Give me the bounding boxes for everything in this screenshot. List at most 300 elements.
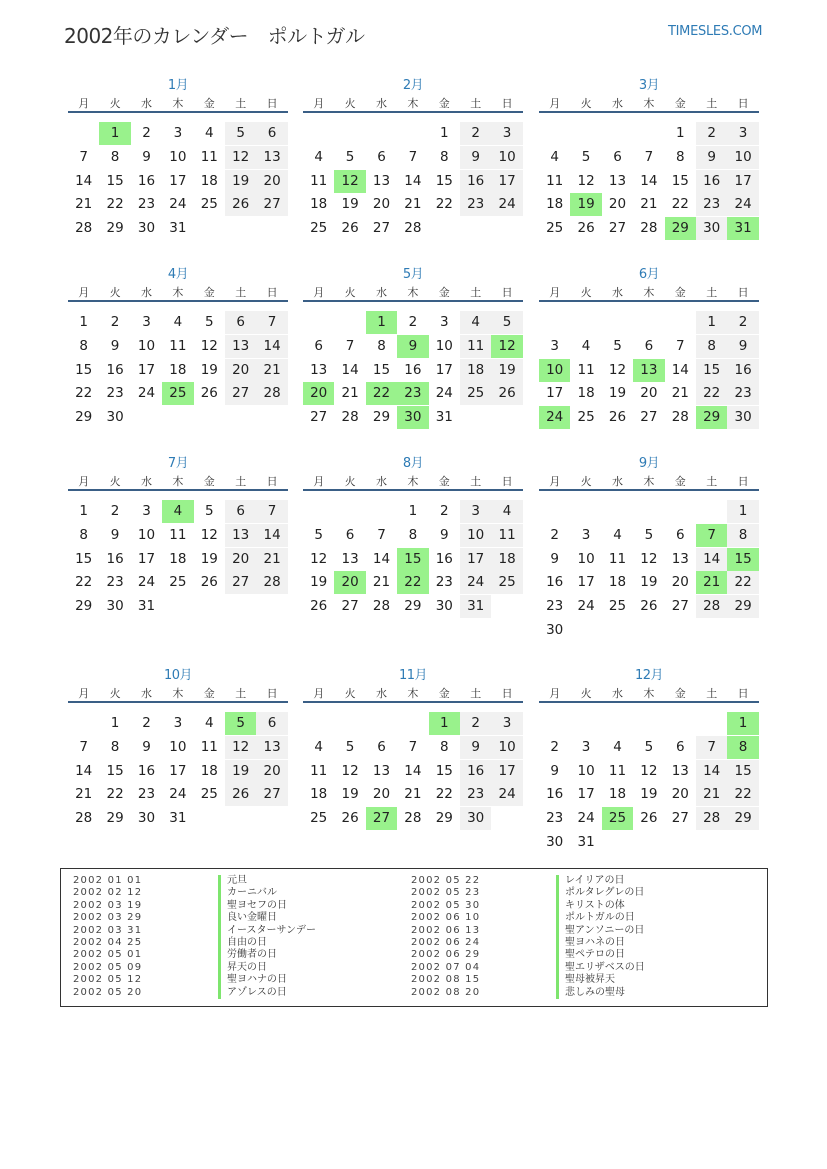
day-cell: 1 xyxy=(439,125,449,141)
day-cell: 14 xyxy=(696,760,727,783)
month-name: 6月 xyxy=(638,267,660,282)
day-cell: 3 xyxy=(460,500,491,523)
day-cell: 12 xyxy=(310,550,328,567)
weekday-label: 水 xyxy=(611,475,623,488)
day-cell: 23 xyxy=(137,196,156,213)
day-cell: 4 xyxy=(581,337,591,354)
holiday-name: レイリアの日 xyxy=(556,875,625,887)
day-cell: 30 xyxy=(546,622,564,638)
day-cell: 2 xyxy=(142,715,151,731)
day-cell: 8 xyxy=(727,524,758,547)
weekday-label: 火 xyxy=(580,687,592,700)
day-cell: 5 xyxy=(345,148,355,165)
holiday-cell: 29 xyxy=(665,217,696,240)
day-cell: 29 xyxy=(372,409,391,426)
weekday-label: 火 xyxy=(580,475,592,488)
holiday-name: 昇天の日 xyxy=(218,962,267,974)
day-cell: 26 xyxy=(200,385,218,402)
day-cell: 18 xyxy=(310,196,328,213)
day-cell: 26 xyxy=(341,220,359,237)
day-cell: 23 xyxy=(435,574,453,591)
month-name: 8月 xyxy=(402,456,424,471)
weekday-label: 水 xyxy=(611,286,623,299)
day-cell: 18 xyxy=(546,196,564,213)
weekday-label: 金 xyxy=(674,475,686,488)
day-cell: 23 xyxy=(460,783,491,806)
holiday-name: アゾレスの日 xyxy=(218,987,287,999)
day-cell: 22 xyxy=(75,385,93,402)
day-cell: 14 xyxy=(341,361,359,378)
weekday-label: 土 xyxy=(470,687,482,700)
day-cell: 11 xyxy=(200,738,218,755)
day-cell: 11 xyxy=(169,526,187,543)
day-cell: 7 xyxy=(644,148,654,165)
weekday-label: 火 xyxy=(109,475,121,488)
weekday-label: 月 xyxy=(313,97,325,110)
day-cell: 31 xyxy=(169,220,187,237)
day-cell: 4 xyxy=(204,715,214,731)
weekday-label: 水 xyxy=(375,97,387,110)
day-cell: 17 xyxy=(460,548,491,571)
day-cell: 6 xyxy=(644,337,654,354)
day-cell: 26 xyxy=(577,220,595,237)
weekday-label: 水 xyxy=(140,97,152,110)
day-cell: 16 xyxy=(435,550,453,567)
day-cell: 23 xyxy=(106,574,124,591)
month-name: 7月 xyxy=(167,456,189,471)
day-cell: 10 xyxy=(577,762,595,779)
day-cell: 13 xyxy=(372,172,391,189)
holiday-cell: 12 xyxy=(334,170,365,193)
holiday-date: 2002 05 01 xyxy=(73,949,143,961)
day-cell: 8 xyxy=(439,738,449,755)
weekday-label: 木 xyxy=(172,687,184,700)
day-cell: 4 xyxy=(173,314,183,330)
day-cell: 2 xyxy=(110,314,120,330)
day-cell: 8 xyxy=(675,148,685,165)
day-cell: 13 xyxy=(671,762,689,779)
weekday-label: 日 xyxy=(266,97,278,110)
day-cell: 9 xyxy=(439,526,449,543)
holiday-name: 悲しみの聖母 xyxy=(556,987,625,999)
weekday-label: 日 xyxy=(737,475,749,488)
weekday-label: 土 xyxy=(235,286,247,299)
weekday-label: 金 xyxy=(438,687,450,700)
day-cell: 8 xyxy=(377,337,386,354)
month-divider xyxy=(68,111,288,113)
holiday-date: 2002 03 31 xyxy=(73,924,143,936)
holiday-name: 自由の日 xyxy=(218,937,267,949)
day-cell: 7 xyxy=(345,337,355,354)
day-cell: 26 xyxy=(640,810,658,827)
day-cell: 11 xyxy=(546,172,564,189)
day-cell: 18 xyxy=(169,550,187,567)
month-divider xyxy=(539,489,759,491)
holiday-name: 労働者の日 xyxy=(218,949,277,961)
day-cell: 3 xyxy=(439,314,449,330)
day-cell: 4 xyxy=(314,738,323,755)
day-cell: 25 xyxy=(546,220,564,237)
day-cell: 13 xyxy=(225,524,256,547)
day-cell: 13 xyxy=(256,146,287,169)
day-cell: 17 xyxy=(577,786,595,803)
day-cell: 17 xyxy=(435,361,453,378)
month-name: 2月 xyxy=(402,78,424,93)
day-cell: 8 xyxy=(439,148,449,165)
day-cell: 28 xyxy=(75,220,93,237)
day-cell: 14 xyxy=(256,335,287,358)
weekday-label: 日 xyxy=(266,286,278,299)
day-cell: 1 xyxy=(696,311,727,334)
day-cell: 7 xyxy=(377,526,386,543)
weekday-label: 土 xyxy=(706,286,718,299)
day-cell: 21 xyxy=(341,385,359,402)
weekday-label: 月 xyxy=(549,475,561,488)
holiday-cell: 10 xyxy=(539,359,570,382)
day-cell: 14 xyxy=(404,172,422,189)
day-cell: 6 xyxy=(225,500,256,523)
weekday-label: 日 xyxy=(737,687,749,700)
weekday-label: 土 xyxy=(235,97,247,110)
day-cell: 24 xyxy=(491,193,522,216)
holiday-date: 2002 05 12 xyxy=(73,974,143,986)
day-cell: 24 xyxy=(460,571,491,594)
weekday-label: 木 xyxy=(643,97,655,110)
day-cell: 11 xyxy=(608,550,627,567)
weekday-label: 日 xyxy=(737,286,749,299)
day-cell: 11 xyxy=(310,762,328,779)
day-cell: 30 xyxy=(106,409,124,426)
day-cell: 19 xyxy=(341,196,359,213)
day-cell: 7 xyxy=(408,738,418,755)
day-cell: 17 xyxy=(727,170,758,193)
day-cell: 5 xyxy=(613,337,622,354)
day-cell: 8 xyxy=(696,335,727,358)
day-cell: 17 xyxy=(577,574,595,591)
holiday-date: 2002 02 12 xyxy=(73,887,143,899)
day-cell: 29 xyxy=(404,598,422,615)
day-cell: 19 xyxy=(640,574,658,591)
day-cell: 8 xyxy=(408,526,418,543)
weekday-label: 土 xyxy=(706,475,718,488)
day-cell: 15 xyxy=(106,762,124,779)
day-cell: 24 xyxy=(137,385,156,402)
day-cell: 17 xyxy=(137,361,156,378)
day-cell: 21 xyxy=(256,359,287,382)
day-cell: 3 xyxy=(727,122,758,145)
day-cell: 1 xyxy=(110,715,120,731)
weekday-label: 月 xyxy=(549,97,561,110)
day-cell: 31 xyxy=(577,834,595,850)
holiday-name: 良い金曜日 xyxy=(218,912,277,924)
day-cell: 21 xyxy=(696,783,727,806)
day-cell: 18 xyxy=(460,359,491,382)
day-cell: 5 xyxy=(204,503,214,519)
day-cell: 14 xyxy=(256,524,287,547)
day-cell: 6 xyxy=(345,526,355,543)
day-cell: 19 xyxy=(310,574,328,591)
day-cell: 27 xyxy=(225,382,256,405)
day-cell: 10 xyxy=(435,337,453,354)
day-cell: 16 xyxy=(137,172,156,189)
holiday-cell: 22 xyxy=(366,382,397,405)
day-cell: 24 xyxy=(169,786,187,803)
day-cell: 14 xyxy=(404,762,422,779)
day-cell: 15 xyxy=(75,550,93,567)
day-cell: 5 xyxy=(581,148,591,165)
day-cell: 5 xyxy=(225,122,256,145)
weekday-label: 木 xyxy=(643,475,655,488)
weekday-label: 日 xyxy=(737,97,749,110)
weekday-label: 水 xyxy=(375,687,387,700)
day-cell: 4 xyxy=(204,125,214,141)
day-cell: 20 xyxy=(225,359,256,382)
day-cell: 20 xyxy=(225,548,256,571)
holiday-cell: 31 xyxy=(727,217,758,240)
holiday-name: 元旦 xyxy=(218,875,247,887)
day-cell: 2 xyxy=(460,122,491,145)
weekday-label: 金 xyxy=(438,97,450,110)
day-cell: 6 xyxy=(377,738,386,755)
holiday-date: 2002 05 22 xyxy=(411,875,481,886)
weekday-label: 水 xyxy=(375,286,387,299)
day-cell: 3 xyxy=(491,712,522,735)
month-name: 1月 xyxy=(167,78,189,93)
day-cell: 22 xyxy=(696,382,727,405)
day-cell: 17 xyxy=(137,550,156,567)
month-name: 3月 xyxy=(638,78,660,93)
day-cell: 26 xyxy=(491,382,522,405)
day-cell: 6 xyxy=(314,337,323,354)
day-cell: 12 xyxy=(640,762,658,779)
weekday-label: 火 xyxy=(580,97,592,110)
day-cell: 30 xyxy=(696,217,727,240)
weekday-label: 木 xyxy=(407,97,419,110)
holiday-date: 2002 06 24 xyxy=(411,937,481,948)
day-cell: 13 xyxy=(372,762,391,779)
holiday-name: 聖ヨハネの日 xyxy=(556,937,625,949)
day-cell: 13 xyxy=(256,736,287,759)
day-cell: 31 xyxy=(137,598,156,615)
day-cell: 17 xyxy=(491,170,522,193)
day-cell: 24 xyxy=(727,193,758,216)
weekday-label: 土 xyxy=(470,286,482,299)
day-cell: 22 xyxy=(727,571,758,594)
day-cell: 15 xyxy=(372,361,391,378)
day-cell: 31 xyxy=(460,595,491,618)
holiday-cell: 27 xyxy=(366,807,397,830)
holiday-date: 2002 05 23 xyxy=(411,887,481,899)
day-cell: 24 xyxy=(577,810,595,827)
day-cell: 3 xyxy=(550,337,559,354)
weekday-label: 水 xyxy=(611,97,623,110)
day-cell: 10 xyxy=(577,550,595,567)
day-cell: 12 xyxy=(225,146,256,169)
day-cell: 3 xyxy=(173,125,183,141)
day-cell: 19 xyxy=(640,786,658,803)
day-cell: 23 xyxy=(546,598,564,615)
day-cell: 16 xyxy=(460,170,491,193)
weekday-label: 金 xyxy=(438,286,450,299)
holiday-name: 聖ヨハナの日 xyxy=(218,974,287,986)
weekday-label: 日 xyxy=(501,97,513,110)
day-cell: 3 xyxy=(491,122,522,145)
weekday-label: 金 xyxy=(203,286,215,299)
day-cell: 2 xyxy=(727,311,758,334)
day-cell: 16 xyxy=(546,786,564,803)
day-cell: 22 xyxy=(106,786,124,803)
day-cell: 20 xyxy=(671,574,689,591)
weekday-label: 木 xyxy=(407,286,419,299)
day-cell: 28 xyxy=(341,409,359,426)
day-cell: 11 xyxy=(577,361,595,378)
day-cell: 31 xyxy=(169,810,187,827)
weekday-label: 月 xyxy=(78,97,90,110)
day-cell: 28 xyxy=(75,810,93,827)
holiday-date: 2002 06 29 xyxy=(411,949,481,961)
day-cell: 1 xyxy=(727,500,758,523)
day-cell: 22 xyxy=(75,574,93,591)
day-cell: 18 xyxy=(577,385,595,402)
holiday-cell: 21 xyxy=(696,571,727,594)
holiday-cell: 25 xyxy=(162,382,193,405)
day-cell: 17 xyxy=(169,762,187,779)
weekday-label: 火 xyxy=(580,286,592,299)
day-cell: 3 xyxy=(581,738,591,755)
day-cell: 2 xyxy=(550,738,559,755)
day-cell: 27 xyxy=(256,783,287,806)
day-cell: 29 xyxy=(75,409,93,426)
day-cell: 22 xyxy=(727,783,758,806)
holiday-name: 聖エリザベスの日 xyxy=(556,962,645,974)
month-divider xyxy=(68,300,288,302)
holiday-cell: 1 xyxy=(727,712,758,735)
day-cell: 13 xyxy=(341,550,359,567)
day-cell: 28 xyxy=(256,382,287,405)
weekday-label: 水 xyxy=(375,475,387,488)
weekday-label: 金 xyxy=(203,475,215,488)
day-cell: 17 xyxy=(546,385,564,402)
day-cell: 23 xyxy=(106,385,124,402)
day-cell: 4 xyxy=(491,500,522,523)
weekday-label: 金 xyxy=(674,97,686,110)
day-cell: 12 xyxy=(200,526,218,543)
month-divider xyxy=(303,489,523,491)
day-cell: 16 xyxy=(137,762,156,779)
day-cell: 4 xyxy=(613,738,622,755)
day-cell: 7 xyxy=(256,500,287,523)
holiday-cell: 15 xyxy=(397,548,428,571)
weekday-label: 木 xyxy=(643,286,655,299)
day-cell: 25 xyxy=(608,598,627,615)
holiday-date: 2002 08 20 xyxy=(411,986,481,998)
month-name: 4月 xyxy=(167,267,189,282)
day-cell: 3 xyxy=(142,314,151,330)
day-cell: 4 xyxy=(314,148,323,165)
day-cell: 9 xyxy=(460,736,491,759)
day-cell: 5 xyxy=(204,314,214,330)
month-divider xyxy=(68,489,288,491)
holiday-cell: 22 xyxy=(397,571,428,594)
day-cell: 8 xyxy=(79,526,88,543)
weekday-label: 土 xyxy=(706,687,718,700)
weekday-label: 金 xyxy=(674,687,686,700)
weekday-label: 日 xyxy=(266,687,278,700)
holiday-cell: 4 xyxy=(162,500,193,523)
weekday-label: 水 xyxy=(140,687,152,700)
holiday-date: 2002 05 20 xyxy=(73,986,143,998)
day-cell: 9 xyxy=(550,550,559,567)
day-cell: 22 xyxy=(671,196,689,213)
weekday-label: 木 xyxy=(643,687,655,700)
day-cell: 27 xyxy=(341,598,359,615)
day-cell: 5 xyxy=(345,738,355,755)
day-cell: 6 xyxy=(675,526,685,543)
day-cell: 18 xyxy=(608,786,627,803)
day-cell: 11 xyxy=(310,172,328,189)
month-divider xyxy=(539,701,759,703)
day-cell: 30 xyxy=(546,834,564,850)
day-cell: 15 xyxy=(671,172,689,189)
day-cell: 25 xyxy=(460,382,491,405)
day-cell: 10 xyxy=(137,337,156,354)
day-cell: 5 xyxy=(491,311,522,334)
weekday-label: 火 xyxy=(109,286,121,299)
day-cell: 18 xyxy=(310,786,328,803)
site-logo[interactable]: TIMESLES.COM xyxy=(668,24,763,39)
holiday-cell: 20 xyxy=(303,382,334,405)
month-divider xyxy=(303,111,523,113)
month-name: 9月 xyxy=(638,456,660,471)
day-cell: 10 xyxy=(727,146,758,169)
day-cell: 26 xyxy=(225,783,256,806)
day-cell: 9 xyxy=(727,335,758,358)
holiday-cell: 1 xyxy=(366,311,397,334)
day-cell: 13 xyxy=(225,335,256,358)
day-cell: 15 xyxy=(435,172,453,189)
weekday-label: 木 xyxy=(407,687,419,700)
day-cell: 27 xyxy=(671,810,689,827)
day-cell: 24 xyxy=(491,783,522,806)
holiday-name: 聖ヨセフの日 xyxy=(218,900,287,912)
day-cell: 16 xyxy=(106,550,124,567)
holiday-cell: 12 xyxy=(491,335,522,358)
day-cell: 18 xyxy=(169,361,187,378)
holiday-cell: 20 xyxy=(334,571,365,594)
day-cell: 30 xyxy=(137,220,156,237)
day-cell: 18 xyxy=(491,548,522,571)
weekday-label: 土 xyxy=(235,687,247,700)
day-cell: 3 xyxy=(173,715,183,731)
month-name: 5月 xyxy=(402,267,424,282)
day-cell: 9 xyxy=(142,738,151,755)
day-cell: 20 xyxy=(608,196,627,213)
weekday-label: 日 xyxy=(501,286,513,299)
weekday-label: 金 xyxy=(674,286,686,299)
day-cell: 8 xyxy=(110,738,120,755)
day-cell: 28 xyxy=(372,598,391,615)
weekday-label: 金 xyxy=(203,687,215,700)
day-cell: 7 xyxy=(79,148,88,165)
day-cell: 3 xyxy=(142,503,151,519)
day-cell: 4 xyxy=(460,311,491,334)
weekday-label: 火 xyxy=(344,97,356,110)
day-cell: 5 xyxy=(644,526,654,543)
weekday-label: 月 xyxy=(313,475,325,488)
month-divider xyxy=(303,701,523,703)
day-cell: 11 xyxy=(200,148,218,165)
weekday-label: 木 xyxy=(172,286,184,299)
